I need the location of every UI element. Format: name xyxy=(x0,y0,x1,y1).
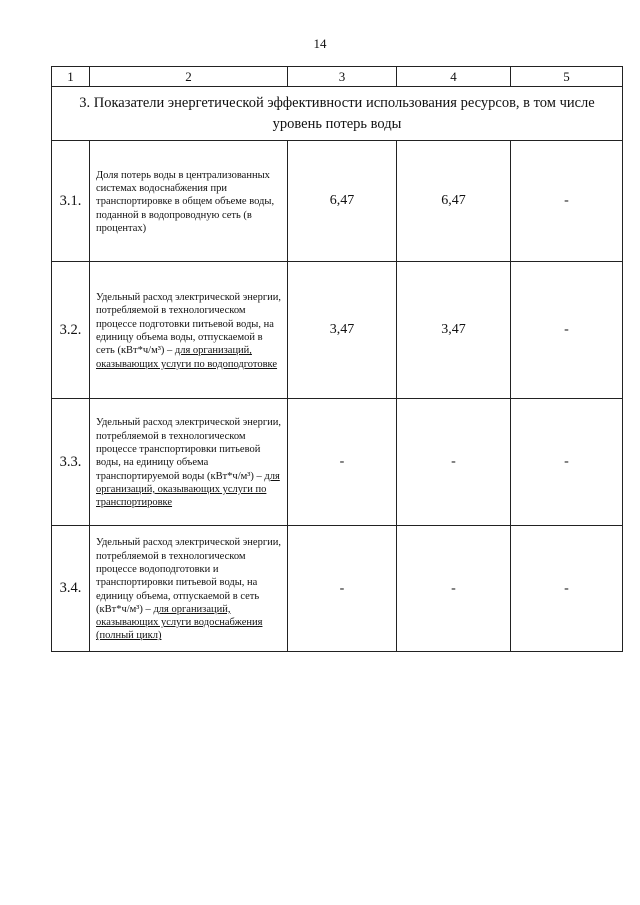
column-header-2: 2 xyxy=(90,67,288,87)
page-number: 14 xyxy=(313,36,327,51)
row-value-col3: 3,47 xyxy=(288,262,397,399)
row-value-col3: - xyxy=(288,526,397,652)
table-row xyxy=(52,262,623,399)
row-value-col5: - xyxy=(511,399,623,526)
row-value-col3: - xyxy=(288,399,397,526)
row-description-condition: для организаций, оказывающих услуги водоснабжения (полный цикл) xyxy=(96,603,263,642)
table-row xyxy=(52,399,623,526)
row-description xyxy=(90,262,288,399)
row-value-col3: 6,47 xyxy=(288,141,397,262)
row-value-col4: - xyxy=(397,399,511,526)
section-header-row xyxy=(52,87,623,141)
row-number: 3.2. xyxy=(52,262,90,399)
row-value-col4: 6,47 xyxy=(397,141,511,262)
row-description-condition: для организаций, оказывающих услуги по водоподготовке xyxy=(96,345,278,370)
row-description-text: Удельный расход электрической энергии, потребляемой в технологическом процессе водоподготовки и транспортировки питьевой воды, на единицу объема, отпускаемой в сеть (кВт*ч/м³) – xyxy=(96,537,282,615)
row-description-text: Удельный расход электрической энергии, потребляемой в технологическом процессе транспортировки питьевой воды, на единицу объема транспортируемой воды (кВт*ч/м³) – xyxy=(96,417,282,482)
column-header-1: 1 xyxy=(52,67,90,87)
row-description xyxy=(90,399,288,526)
section-title: 3. Показатели энергетической эффективности использования ресурсов, в том числе уровень потерь воды xyxy=(52,87,623,141)
row-number: 3.1. xyxy=(52,141,90,262)
row-value-col5: - xyxy=(511,141,623,262)
indicators-table xyxy=(51,66,623,652)
row-description-condition: для организаций, оказывающих услуги по транспортировке xyxy=(96,470,280,509)
row-description xyxy=(90,526,288,652)
column-number-row xyxy=(52,67,623,87)
table-row xyxy=(52,141,623,262)
column-header-5: 5 xyxy=(511,67,623,87)
row-value-col5: - xyxy=(511,526,623,652)
row-value-col4: 3,47 xyxy=(397,262,511,399)
row-number: 3.3. xyxy=(52,399,90,526)
row-description-text: Удельный расход электрической энергии, потребляемой в технологическом процессе подготовки питьевой воды, на единицу объема воды, отпускаемой в сеть (кВт*ч/м³) – xyxy=(96,292,282,357)
row-value-col5: - xyxy=(511,262,623,399)
row-value-col4: - xyxy=(397,526,511,652)
column-header-3: 3 xyxy=(288,67,397,87)
row-description-text: Доля потерь воды в централизованных системах водоснабжения при транспортировке в общем объеме воды, поданной в водопроводную сеть (в процентах) xyxy=(96,169,275,234)
row-description xyxy=(90,141,288,262)
row-number: 3.4. xyxy=(52,526,90,652)
column-header-4: 4 xyxy=(397,67,511,87)
table-row xyxy=(52,526,623,652)
